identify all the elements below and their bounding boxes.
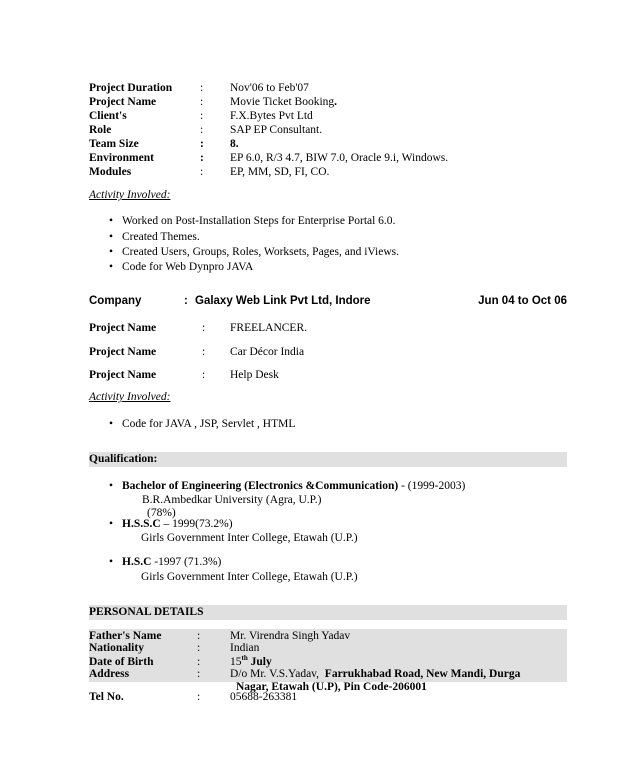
field-value: Indian: [230, 642, 260, 654]
field-label: Project Name: [89, 346, 157, 358]
activity-item: • Created Users, Groups, Roles, Worksets, Pages, and iViews.: [122, 245, 399, 259]
field-label: Address: [89, 668, 130, 680]
qualification-item: • H.S.C -1997 (71.3%): [122, 555, 221, 569]
field-value: EP, MM, SD, FI, CO.: [230, 166, 330, 178]
personal-heading: PERSONAL DETAILS: [89, 606, 204, 618]
company-period: Jun 04 to Oct 06: [478, 295, 567, 307]
field-value: SAP EP Consultant.: [230, 124, 323, 136]
activity-item: • Code for Web Dynpro JAVA: [122, 260, 253, 274]
field-label: Modules: [89, 166, 132, 178]
field-label: Team Size: [89, 138, 139, 150]
qualification-heading: Qualification:: [89, 453, 158, 465]
field-label: Project Name: [89, 96, 157, 108]
company-colon: :: [184, 295, 188, 307]
field-label: Project Name: [89, 369, 157, 381]
field-value: 15th July: [230, 654, 272, 668]
field-colon: :: [197, 668, 201, 680]
field-value: Car Décor India: [230, 346, 305, 358]
qualification-score: (78%): [147, 507, 176, 519]
field-value: D/o Mr. V.S.Yadav, Farrukhabad Road, New Mandi, Durga: [230, 668, 521, 680]
field-colon: :: [197, 691, 201, 703]
field-label: Client's: [89, 110, 127, 122]
field-label: Tel No.: [89, 691, 124, 703]
field-colon: :: [197, 656, 201, 668]
field-label: Role: [89, 124, 112, 136]
field-colon: :: [200, 82, 204, 94]
qualification-institute: Girls Government Inter College, Etawah (U.P.): [141, 532, 358, 544]
qualification-institute: B.R.Ambedkar University (Agra, U.P.): [142, 494, 322, 506]
field-label: Environment: [89, 152, 154, 164]
field-colon: :: [200, 124, 204, 136]
field-value: Mr. Virendra Singh Yadav: [230, 630, 351, 642]
field-colon: :: [202, 369, 206, 381]
field-label: Project Duration: [89, 82, 173, 94]
activity-item: • Created Themes.: [122, 230, 200, 244]
qualification-item: • Bachelor of Engineering (Electronics &Communication) - (1999-2003): [122, 479, 465, 493]
field-label: Project Name: [89, 322, 157, 334]
company-name: Galaxy Web Link Pvt Ltd, Indore: [195, 295, 371, 307]
qualification-item: • H.S.S.C – 1999(73.2%): [122, 517, 233, 531]
field-value: Movie Ticket Booking.: [230, 96, 338, 108]
company-label: Company: [89, 295, 142, 307]
activity-heading: Activity Involved:: [89, 189, 171, 201]
qualification-heading-bar: [89, 452, 567, 467]
field-colon: :: [202, 346, 206, 358]
field-value: 05688-263381: [230, 691, 298, 703]
field-value: Help Desk: [230, 369, 279, 381]
field-value: 8.: [230, 138, 239, 150]
field-colon: :: [197, 630, 201, 642]
address-line2: Nagar, Etawah (U.P), Pin Code-206001: [236, 681, 427, 693]
field-colon: :: [200, 110, 204, 122]
field-label: Date of Birth: [89, 656, 154, 668]
personal-heading-bar: [89, 605, 567, 620]
field-label: Nationality: [89, 642, 144, 654]
field-value: Nov'06 to Feb'07: [230, 82, 309, 94]
field-colon: :: [200, 166, 204, 178]
activity-item: • Worked on Post-Installation Steps for Enterprise Portal 6.0.: [122, 214, 395, 228]
activity-heading: Activity Involved:: [89, 391, 171, 403]
field-colon: :: [200, 138, 204, 150]
field-colon: :: [200, 96, 204, 108]
qualification-institute: Girls Government Inter College, Etawah (U.P.): [141, 571, 358, 583]
activity-item: • Code for JAVA , JSP, Servlet , HTML: [122, 417, 295, 431]
field-colon: :: [197, 642, 201, 654]
field-colon: :: [202, 322, 206, 334]
field-colon: :: [200, 152, 204, 164]
field-value: F.X.Bytes Pvt Ltd: [230, 110, 313, 122]
field-label: Father's Name: [89, 630, 162, 642]
field-value: FREELANCER.: [230, 322, 307, 334]
field-value: EP 6.0, R/3 4.7, BIW 7.0, Oracle 9.i, Windows.: [230, 152, 449, 164]
company-row: [89, 294, 567, 308]
